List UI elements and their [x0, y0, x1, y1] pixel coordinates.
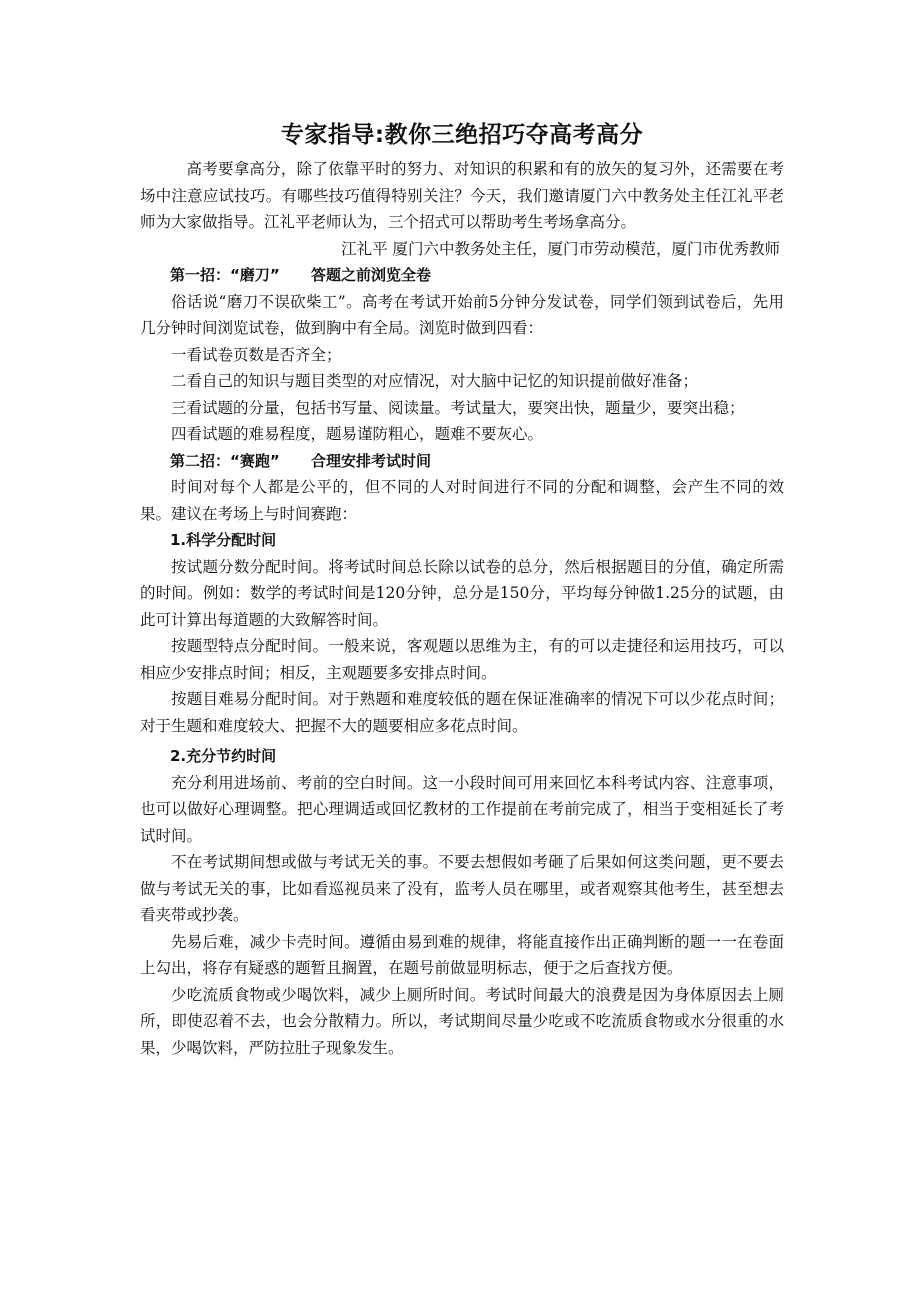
- section-1-item-1: 一看试卷页数是否齐全；: [171, 345, 342, 364]
- subsection-2-paragraph-3: 先易后难，减少卡壳时间。遵循由易到难的规律，将能直接作出正确判断的题一一在卷面上勾出，将存有疑惑的题暂且搁置，在题号前做显明标志，便于之后查找方便。: [140, 932, 784, 977]
- author-byline: 江礼平 厦门六中教务处主任，厦门市劳动模范，厦门市优秀教师: [341, 239, 780, 258]
- subsection-1-paragraph-1: 按试题分数分配时间。将考试时间总长除以试卷的总分，然后根据题目的分值，确定所需的时间。例如：数学的考试时间是120分钟，总分是150分，平均每分钟做1.25分的试题，由此可计算出每道题的大致解答时间。: [140, 557, 784, 629]
- subsection-2-paragraph-1: 充分利用进场前、考前的空白时间。这一小段时间可用来回忆本科考试内容、注意事项，也可以做好心理调整。把心理调适或回忆教材的工作提前在考前完成了，相当于变相延长了考试时间。: [140, 773, 784, 845]
- subsection-2-paragraph-4: 少吃流质食物或少喝饮料，减少上厕所时间。考试时间最大的浪费是因为身体原因去上厕所，即使忍着不去，也会分散精力。所以，考试期间尽量少吃或不吃流质食物或水分很重的水果，少喝饮料，严防拉肚子现象发生。: [140, 985, 784, 1057]
- subsection-1-paragraph-3: 按题目难易分配时间。对于熟题和难度较低的题在保证准确率的情况下可以少花点时间；对于生题和难度较大、把握不大的题要相应多花点时间。: [140, 690, 784, 735]
- section-1-item-3: 三看试题的分量，包括书写量、阅读量。考试量大，要突出快，题量少，要突出稳；: [171, 398, 745, 417]
- subsection-1-heading: 1.科学分配时间: [170, 531, 277, 549]
- section-1-item-4: 四看试题的难易程度，题易谨防粗心，题难不要灰心。: [171, 425, 544, 443]
- subsection-2-heading: 2.充分节约时间: [170, 747, 277, 765]
- subsection-1-paragraph-2: 按题型特点分配时间。一般来说，客观题以思维为主，有的可以走捷径和运用技巧，可以相应少安排点时间；相反，主观题要多安排点时间。: [140, 637, 784, 682]
- subsection-2-paragraph-2: 不在考试期间想或做与考试无关的事。不要去想假如考砸了后果如何这类问题，更不要去做与考试无关的事，比如看巡视员来了没有，监考人员在哪里，或者观察其他考生，甚至想去看夹带或抄袭。: [140, 853, 784, 924]
- section-2-heading: 第二招：“赛跑” 合理安排考试时间: [170, 451, 432, 470]
- document-page: [140, 118, 784, 1061]
- section-1-paragraph: 俗话说“磨刀不误砍柴工”。高考在考试开始前5分钟分发试卷，同学们领到试卷后，先用几分钟时间浏览试卷，做到胸中有全局。浏览时做到四看：: [140, 292, 784, 337]
- section-1-item-2: 二看自己的知识与题目类型的对应情况，对大脑中记忆的知识提前做好准备；: [171, 372, 699, 390]
- section-1-heading: 第一招：“磨刀” 答题之前浏览全卷: [170, 266, 432, 284]
- section-2-paragraph: 时间对每个人都是公平的，但不同的人对时间进行不同的分配和调整，会产生不同的效果。建议在考场上与时间赛跑：: [140, 478, 784, 523]
- document-title: 专家指导:教你三绝招巧夺高考高分: [280, 122, 644, 148]
- intro-paragraph: 高考要拿高分，除了依靠平时的努力、对知识的积累和有的放矢的复习外，还需要在考场中注意应试技巧。有哪些技巧值得特别关注？今天，我们邀请厦门六中教务处主任江礼平老师为大家做指导。江礼平老师认为，三个招式可以帮助考生考场拿高分。: [140, 160, 784, 231]
